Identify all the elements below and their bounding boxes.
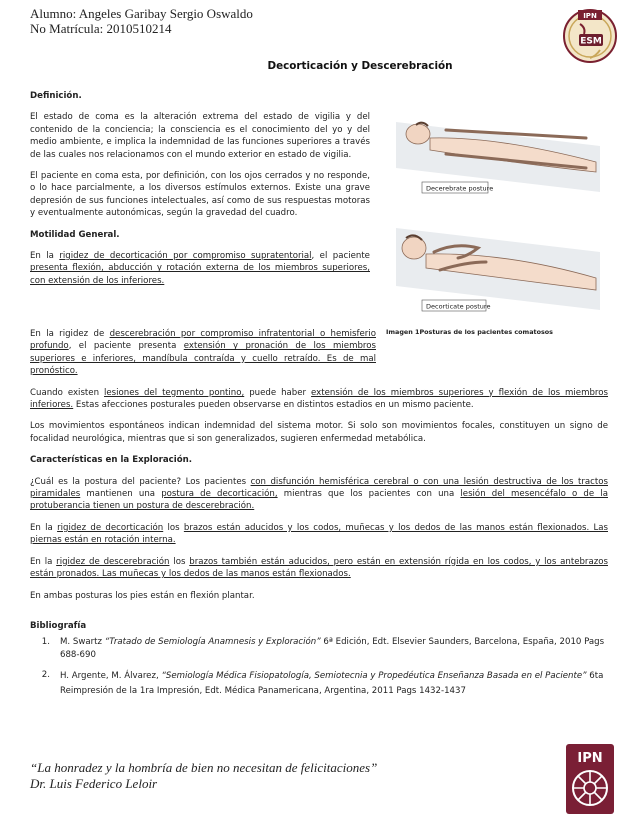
- student-name: Alumno: Angeles Garibay Sergio Oswaldo: [30, 6, 253, 21]
- full-width-body: [30, 328, 608, 611]
- svg-text:IPN: IPN: [577, 751, 603, 766]
- bibliography-item: 2. H. Argente, M. Álvarez, “Semiología Médica Fisiopatología, Semiotecnia y Propedéutica Enseñanza Basada en el Paciente” 6ta Reimpresión de la 1ra Impresión, Edt. Médica Panamericana, Argentina, 2011 Pags 1432-1437: [30, 669, 610, 699]
- exploration-paragraph-4: En ambas posturas los pies están en flexión plantar.: [30, 590, 255, 601]
- bibliography-number: 2.: [41, 670, 50, 681]
- definition-paragraph-2: El paciente en coma esta, por definición, con los ojos cerrados y no responde, o lo hace parcialmente, a los diversos estímulos externos. Existe una grave depresión de sus funciones intelectuales, así como de sus respuestas motoras y eventualmente autonómicas, según la gravedad del cuadro.: [30, 171, 370, 219]
- ipn-logo: [560, 742, 620, 816]
- student-header: [30, 6, 253, 36]
- bibliography-heading: Bibliografía: [30, 621, 87, 631]
- student-id: No Matrícula: 2010510214: [30, 21, 172, 36]
- esm-logo: [562, 6, 618, 66]
- quote-author: Dr. Luis Federico Leloir: [30, 776, 158, 791]
- exploration-paragraph-1: ¿Cuál es la postura del paciente? Los pacientes con disfunción hemisférica cerebral o con una lesión destructiva de los tractos piramidales mantienen una postura de decorticación, mientras que los pacientes con una lesión del mesencéfalo o de la protuberancia tienen un postura de descerebración.: [30, 476, 608, 512]
- bibliography-number: 1.: [41, 637, 50, 648]
- exploration-paragraph-3: En la rigidez de descerebración los brazos también están aducidos, pero están en extensión rígida en los codos, y los antebrazos están pronados. Las muñecas y los dedos de las manos están flexionados.: [30, 556, 608, 580]
- motility-paragraph-1: En la rigidez de decorticación por compromiso supratentorial, el paciente presenta flexión, abducción y rotación externa de los miembros superiores, con extensión de los inferiores.: [30, 251, 370, 286]
- bibliography: [30, 620, 610, 699]
- quote-text: “La honradez y la hombría de bien no necesitan de felicitaciones”: [30, 760, 378, 775]
- decorticate-label: Decorticate posture: [426, 302, 491, 311]
- footer-quote: [30, 760, 450, 792]
- figure-caption: Imagen 1Posturas de los pacientes comatosos: [386, 328, 553, 336]
- coma-postures-figure: [386, 92, 610, 322]
- exploration-paragraph-2: En la rigidez de decorticación los brazos están aducidos y los codos, muñecas y los dedos de las manos están flexionados. Las piernas están en rotación interna.: [30, 522, 608, 546]
- motility-paragraph-3: Cuando existen lesiones del tegmento pontino, puede haber extensión de los miembros superiores y flexión de los miembros inferiores. Estas afecciones posturales pueden observarse en distintos estadios en un mismo paciente.: [30, 387, 609, 411]
- motility-paragraph-2: En la rigidez de descerebración por compromiso infratentorial o hemisferio profundo, el paciente presenta extensión y pronación de los miembros superiores e inferiores, mandíbula contraída y cuello retraído. Es de mal pronóstico.: [30, 329, 376, 377]
- document-title: Decorticación y Descerebración: [267, 60, 453, 72]
- decerebrate-label: Decerebrate posture: [426, 184, 494, 193]
- exploration-heading: Características en la Exploración.: [30, 455, 192, 466]
- definition-heading: Definición.: [30, 91, 82, 101]
- definition-paragraph-1: El estado de coma es la alteración extrema del estado de vigilia y del contenido de la conciencia; la consciencia es el conocimiento del yo y del medio ambiente, e implica la indemnidad de las funciones superiores a través de las cuales nos relacionamos con el mundo exterior en estado de vigilia.: [30, 112, 370, 160]
- bibliography-item: 1. M. Swartz “Tratado de Semiología Anamnesis y Exploración” 6ª Edición, Edt. Elsevier Saunders, Barcelona, España, 2010 Pags 688-690: [30, 636, 610, 661]
- left-column: [30, 90, 370, 296]
- svg-text:IPN: IPN: [583, 12, 597, 20]
- svg-text:ESM: ESM: [580, 36, 602, 47]
- motility-paragraph-4: Los movimientos espontáneos indican indemnidad del sistema motor. Si solo son movimientos focales, constituyen un signo de focalidad neurológica, mientras que si son generalizados, sugieren enfermedad metabólica.: [30, 421, 608, 444]
- motility-heading: Motilidad General.: [30, 229, 120, 240]
